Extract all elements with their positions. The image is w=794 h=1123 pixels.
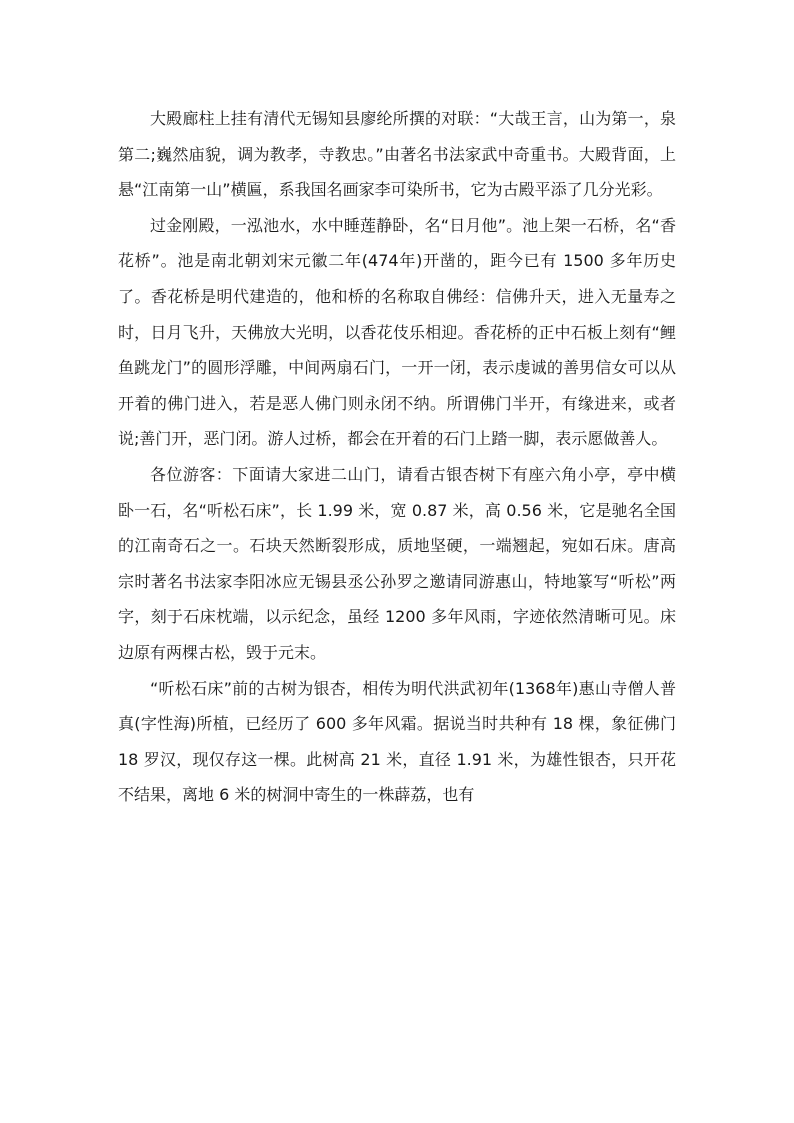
paragraph: 过金刚殿，一泓池水，水中睡莲静卧，名“日月他”。池上架一石桥，名“香花桥”。池是南北朝刘宋元徽二年(474年)开凿的，距今已有 1500 多年历史了。香花桥是明代建造的，他和桥的名称取自佛经：信佛升天，进入无量寿之时，日月飞升，天佛放大光明，以香花伎乐相迎。香花桥的正中石板上刻有“鲤鱼跳龙门”的圆形浮雕，中间两扇石门，一开一闭，表示虔诚的善男信女可以从开着的佛门进入，若是恶人佛门则永闭不纳。所谓佛门半开，有缘进来，或者说;善门开，恶门闭。游人过桥，都会在开着的石门上踏一脚，表示愿做善人。: [118, 215, 676, 449]
paragraph: 各位游客：下面请大家进二山门，请看古银杏树下有座六角小亭，亭中横卧一石，名“听松石床”，长 1.99 米，宽 0.87 米，高 0.56 米，它是驰名全国的江南奇石之一。石块天然断裂形成，质地坚硬，一端翘起，宛如石床。唐高宗时著名书法家李阳冰应无锡县丞公孙罗之邀请同游惠山，特地篆写“听松”两字，刻于石床枕端，以示纪念，虽经 1200 多年风雨，字迹依然清晰可见。床边原有两棵古松，毁于元末。: [118, 464, 676, 662]
document-body: [118, 101, 676, 813]
paragraph: 大殿廊柱上挂有清代无锡知县廖纶所撰的对联：“大哉王言，山为第一，泉第二;巍然庙貌，调为教孝，寺教忠。”由著名书法家武中奇重书。大殿背面，上悬“江南第一山”横匾，系我国名画家李可染所书，它为古殿平添了几分光彩。: [118, 109, 676, 200]
paragraph: “听松石床”前的古树为银杏，相传为明代洪武初年(1368年)惠山寺僧人普真(字性海)所植，已经历了 600 多年风霜。据说当时共种有 18 棵，象征佛门 18 罗汉，现仅存这一棵。此树高 21 米，直径 1.91 米，为雄性银杏，只开花不结果，离地 6 米的树洞中寄生的一株薜荔，也有: [118, 678, 676, 805]
